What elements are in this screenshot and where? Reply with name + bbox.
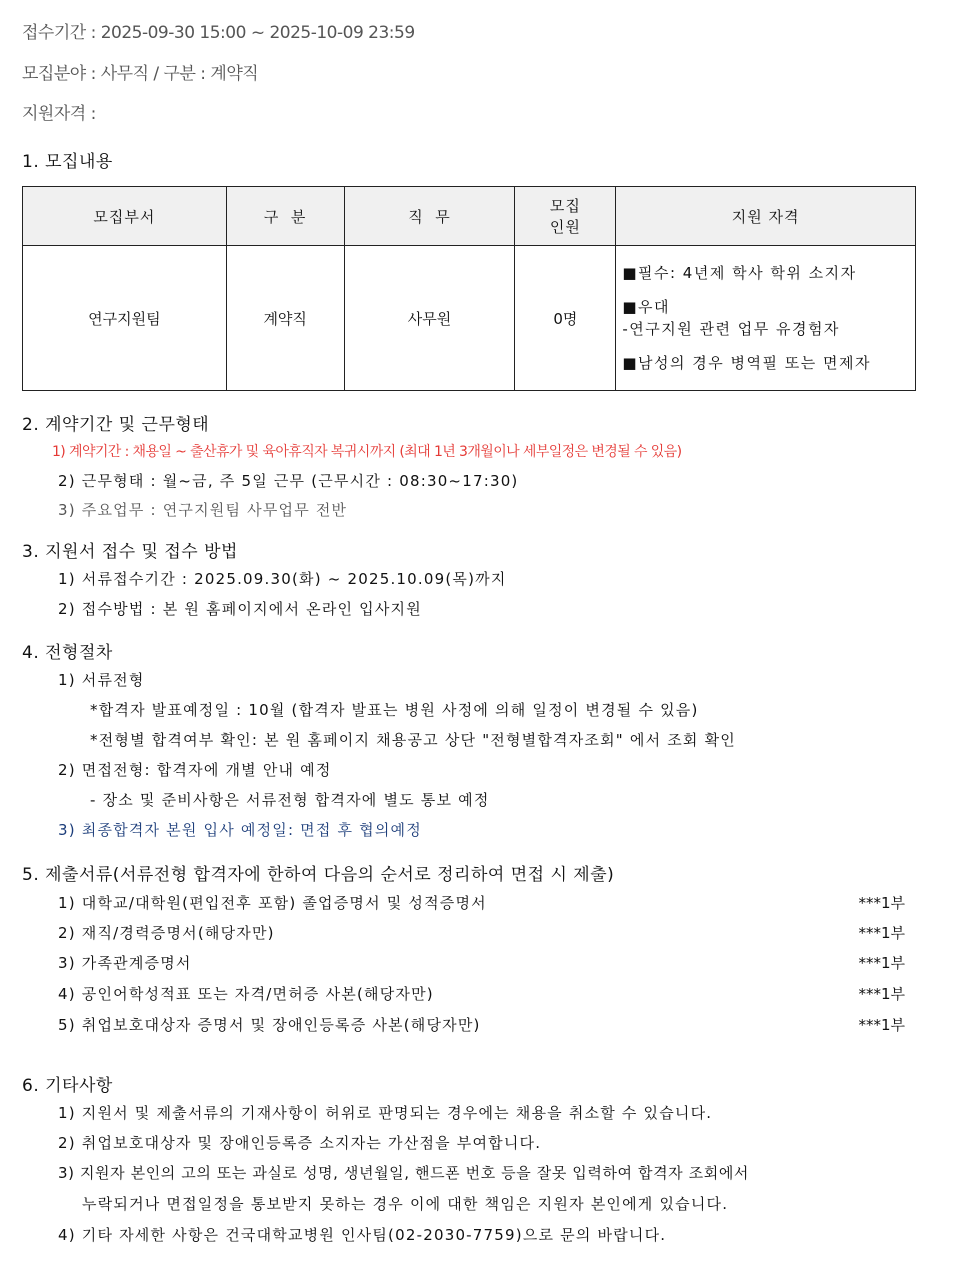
misc-item: 3) 지원자 본인의 고의 또는 과실로 성명, 생년월일, 핸드폰 번호 등을 잘못 입력하여 합격자 조회에서: [58, 1164, 749, 1182]
header-job: 직 무: [344, 187, 515, 246]
section-title-application: 3. 지원서 접수 및 접수 방법: [22, 542, 238, 562]
cell-job: 사무원: [344, 246, 515, 391]
table-header-row: [23, 187, 916, 246]
qual-preferred-title: ■우대: [622, 298, 670, 316]
process-result-check: *전형별 합격여부 확인: 본 원 홈페이지 채용공고 상단 "전형별합격자조회" 에서 조회 확인: [90, 731, 736, 749]
process-document: 1) 서류전형: [58, 671, 145, 689]
cell-count: 0명: [515, 246, 616, 391]
qualification-label: 지원자격 :: [22, 104, 96, 124]
section-title-documents: 5. 제출서류(서류전형 합격자에 한하여 다음의 순서로 정리하여 면접 시 제출): [22, 865, 615, 885]
document-qty: ***1부: [858, 985, 905, 1003]
misc-item: 4) 기타 자세한 사항은 건국대학교병원 인사팀(02-2030-7759)으로 문의 바랍니다.: [58, 1226, 667, 1244]
header-type: 구 분: [226, 187, 344, 246]
document-label: 3) 가족관계증명서: [58, 954, 192, 972]
document-label: 4) 공인어학성적표 또는 자격/면허증 사본(해당자만): [58, 985, 434, 1003]
section-title-misc: 6. 기타사항: [22, 1076, 113, 1096]
work-type: 2) 근무형태 : 월~금, 주 5일 근무 (근무시간 : 08:30~17:30): [58, 472, 519, 490]
recruitment-table: [22, 186, 916, 391]
qual-preferred: [622, 296, 909, 340]
header-count: [515, 187, 616, 246]
main-duties: 3) 주요업무 : 연구지원팀 사무업무 전반: [58, 501, 348, 519]
cell-qualification: [616, 246, 916, 391]
header-dept: 모집부서: [23, 187, 227, 246]
document-qty: ***1부: [858, 894, 905, 912]
recruit-field: 모집분야 : 사무직 / 구분 : 계약직: [22, 64, 259, 84]
cell-dept: 연구지원팀: [23, 246, 227, 391]
header-qualification: 지원 자격: [616, 187, 916, 246]
process-interview: 2) 면접전형: 합격자에 개별 안내 예정: [58, 761, 332, 779]
document-label: 2) 재직/경력증명서(해당자만): [58, 924, 275, 942]
document-label: 5) 취업보호대상자 증명서 및 장애인등록증 사본(해당자만): [58, 1016, 481, 1034]
qual-preferred-detail: -연구지원 관련 업무 유경험자: [622, 320, 840, 338]
header-count-line2: 인원: [549, 218, 581, 236]
application-method: 2) 접수방법 : 본 원 홈페이지에서 온라인 입사지원: [58, 600, 422, 618]
section-title-process: 4. 전형절차: [22, 643, 113, 663]
process-interview-note: - 장소 및 준비사항은 서류전형 합격자에 별도 통보 예정: [90, 791, 490, 809]
document-qty: ***1부: [858, 924, 905, 942]
table-row: [23, 246, 916, 391]
process-announce-date: *합격자 발표예정일 : 10월 (합격자 발표는 병원 사정에 의해 일정이 변경될 수 있음): [90, 701, 699, 719]
misc-item: 1) 지원서 및 제출서류의 기재사항이 허위로 판명되는 경우에는 채용을 취소할 수 있습니다.: [58, 1104, 713, 1122]
section-title-contract: 2. 계약기간 및 근무형태: [22, 415, 210, 435]
misc-item: 2) 취업보호대상자 및 장애인등록증 소지자는 가산점을 부여합니다.: [58, 1134, 542, 1152]
misc-item-continuation: 누락되거나 면접일정을 통보받지 못하는 경우 이에 대한 책임은 지원자 본인에게 있습니다.: [82, 1195, 729, 1213]
cell-type: 계약직: [226, 246, 344, 391]
qual-required: ■필수: 4년제 학사 학위 소지자: [622, 264, 857, 282]
section-title-recruitment: 1. 모집내용: [22, 152, 113, 172]
contract-period: 1) 계약기간 : 채용일 ~ 출산휴가 및 육아휴직자 복귀시까지 (최대 1년 3개월이나 세부일정은 변경될 수 있음): [52, 444, 682, 460]
process-final: 3) 최종합격자 본원 입사 예정일: 면접 후 협의예정: [58, 821, 422, 839]
document-label: 1) 대학교/대학원(편입전후 포함) 졸업증명서 및 성적증명서: [58, 894, 487, 912]
document-qty: ***1부: [858, 1016, 905, 1034]
qual-military: ■남성의 경우 병역필 또는 면제자: [622, 354, 871, 372]
application-dates: 1) 서류접수기간 : 2025.09.30(화) ~ 2025.10.09(목)까지: [58, 570, 507, 588]
document-qty: ***1부: [858, 954, 905, 972]
header-count-line1: 모집: [549, 197, 581, 215]
application-period: 접수기간 : 2025-09-30 15:00 ~ 2025-10-09 23:59: [22, 23, 415, 43]
